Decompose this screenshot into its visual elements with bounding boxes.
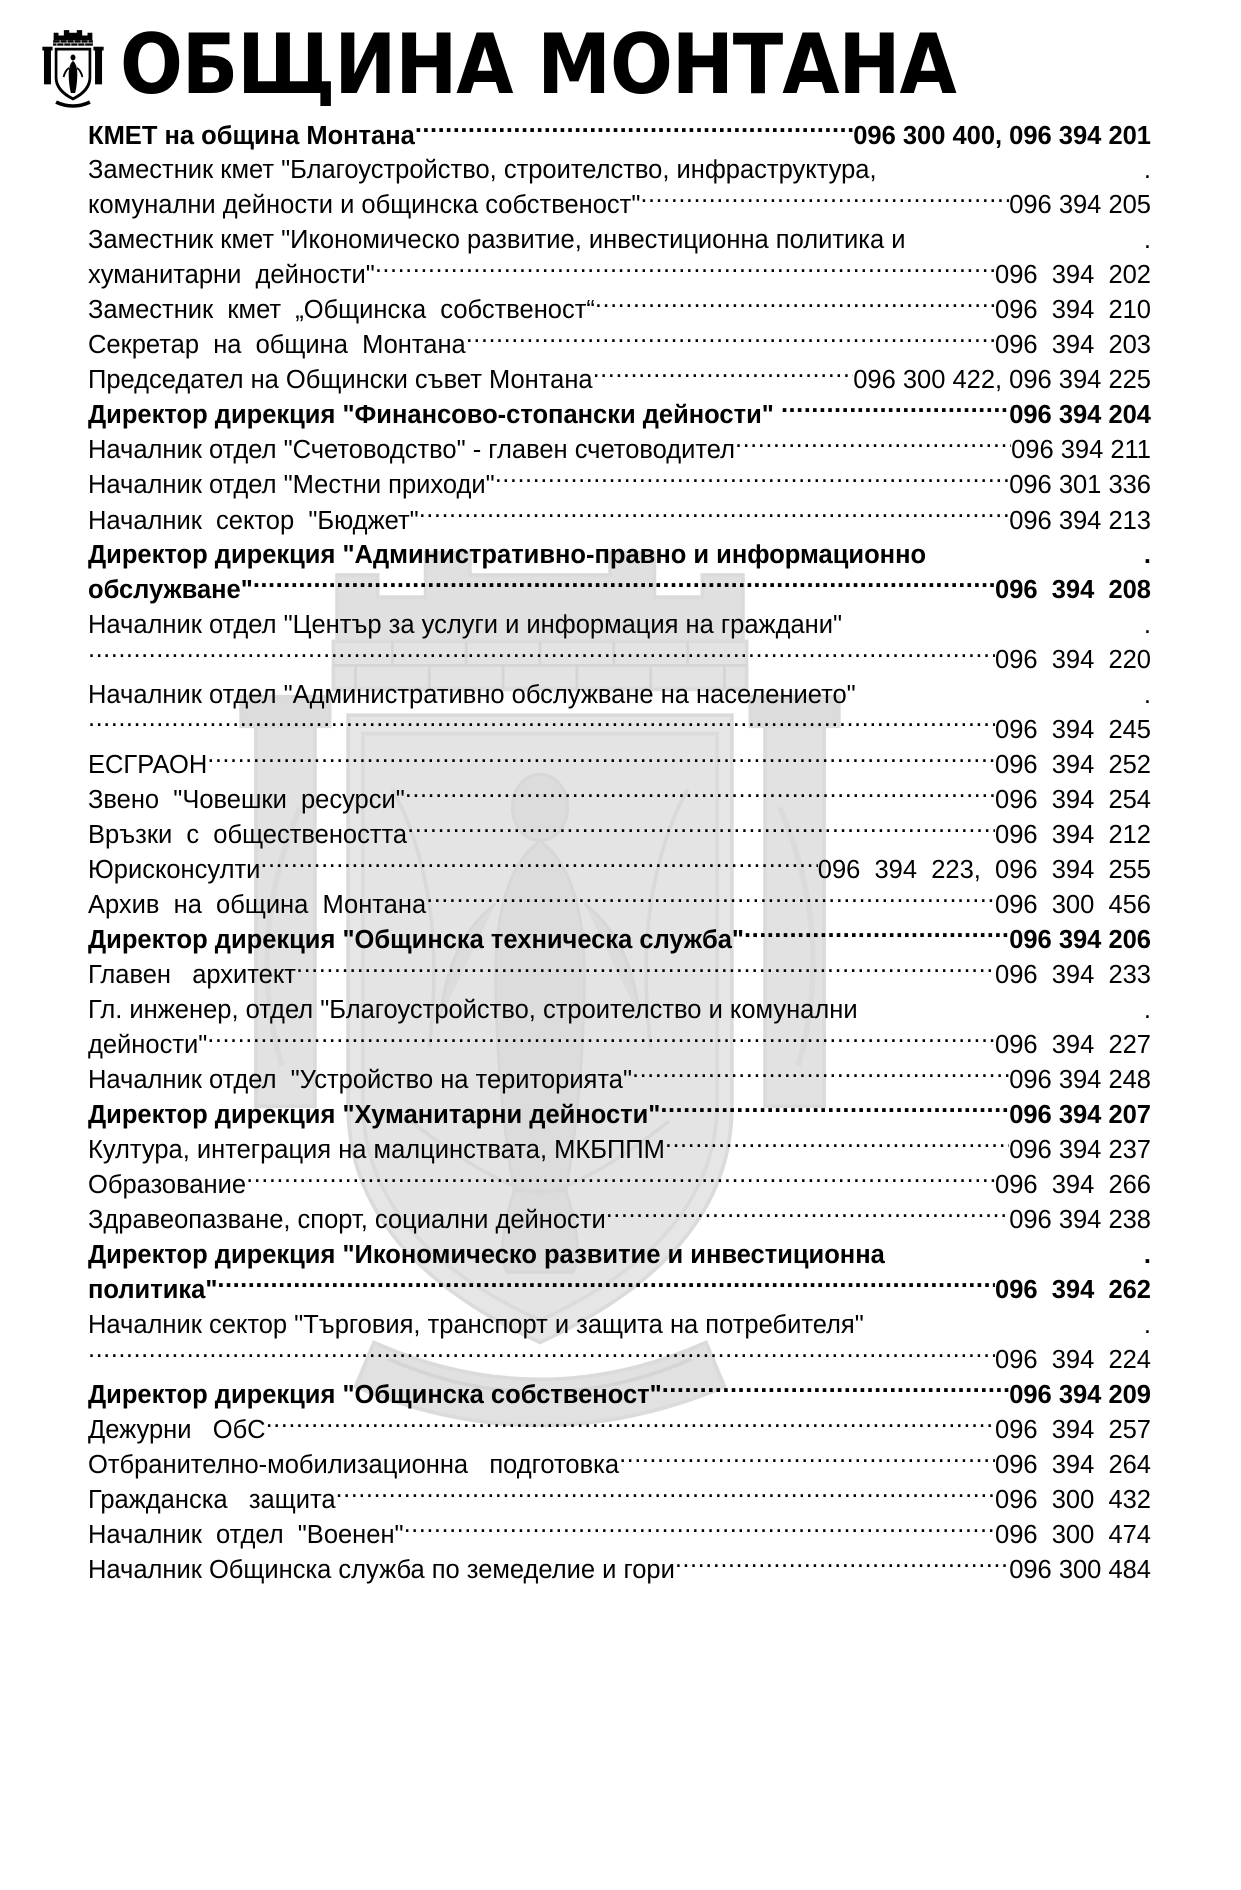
entry-leader-line: [88, 958, 1151, 993]
directory-entry: [88, 328, 1151, 363]
directory-entry: [88, 1203, 1151, 1238]
dot-leader: [619, 1448, 995, 1474]
dot-leader: [665, 1133, 1009, 1159]
entry-trailing-dot: .: [1143, 1310, 1151, 1339]
entry-leader-line: [88, 1412, 1151, 1447]
entry-label: Началник отдел "Устройство на територията": [88, 1066, 632, 1095]
phone-number: 096 394 252: [995, 750, 1151, 779]
entry-leader-line: [88, 888, 1151, 923]
entry-trailing-dot: .: [1143, 610, 1151, 639]
dot-leader: [407, 817, 995, 843]
entry-label: Директор дирекция "Административно-правно и информационно: [88, 541, 927, 570]
entry-leader-line: [88, 468, 1151, 503]
entry-leader-line: [88, 782, 1151, 817]
entry-label: ЕСГРАОН: [88, 750, 208, 779]
entry-text-line: [88, 1238, 1151, 1273]
phone-number: 096 394 248: [1009, 1066, 1151, 1095]
directory-entry: [88, 678, 1151, 748]
entry-leader-line: [88, 923, 1151, 958]
dot-leader: [640, 188, 1009, 214]
entry-label: Култура, интеграция на малцинствата, МКБППМ: [88, 1136, 665, 1165]
dot-leader: [675, 1553, 1009, 1579]
directory-entry: [88, 888, 1151, 923]
entry-leader-line: [88, 1027, 1151, 1062]
directory-entry: [88, 1377, 1151, 1412]
phone-number: 096 300 484: [1009, 1556, 1151, 1585]
entry-label: Председател на Общински съвет Монтана: [88, 366, 593, 395]
entry-leader-line: [88, 1483, 1151, 1518]
directory-entry: [88, 1238, 1151, 1308]
directory-entry: [88, 1483, 1151, 1518]
directory-entry: [88, 817, 1151, 852]
entry-leader-line: [88, 503, 1151, 538]
dot-leader: [207, 1027, 995, 1053]
entry-label: Гражданска защита: [88, 1486, 336, 1515]
entry-leader-line: [88, 1098, 1151, 1133]
phone-number: 096 394 233: [995, 961, 1151, 990]
phone-number: 096 394 266: [995, 1171, 1151, 1200]
phone-number: 096 394 209: [1009, 1380, 1151, 1409]
entry-leader-line: [88, 1448, 1151, 1483]
entry-label: хуманитарни дейности": [88, 260, 375, 289]
entry-leader-line: [88, 712, 1151, 747]
phone-number: 096 394 224: [995, 1345, 1151, 1374]
dot-leader: [632, 1063, 1009, 1089]
entry-leader-line: [88, 1203, 1151, 1238]
dot-leader: [495, 468, 1010, 494]
phone-number: 096 394 257: [995, 1415, 1151, 1444]
phone-number: 096 300 400, 096 394 201: [853, 121, 1151, 150]
phone-number: 096 394 213: [1009, 506, 1151, 535]
entry-label: Отбранително-мобилизационна подготовка: [88, 1451, 620, 1480]
directory-entry: [88, 1308, 1151, 1378]
entry-label: политика": [88, 1276, 218, 1305]
entry-leader-line: [88, 363, 1151, 398]
directory-entry: [88, 433, 1151, 468]
directory-entry: [88, 782, 1151, 817]
directory-entry: [88, 958, 1151, 993]
directory-entry: [88, 363, 1151, 398]
entry-text-line: [88, 678, 1151, 713]
phone-number: 096 394 202: [995, 260, 1151, 289]
entry-text-line: [88, 993, 1151, 1028]
dot-leader: [781, 398, 1009, 424]
dot-leader: [88, 1342, 995, 1368]
phone-number: 096 394 264: [995, 1451, 1151, 1480]
phone-number: 096 394 238: [1009, 1206, 1151, 1235]
phone-number: 096 300 432: [995, 1486, 1151, 1515]
entry-label: Здравеопазване, спорт, социални дейности: [88, 1206, 606, 1235]
page-title: ОБЩИНА МОНТАНА: [120, 16, 956, 114]
phone-number: 096 394 204: [1009, 401, 1151, 430]
entry-label: Гл. инженер, отдел "Благоустройство, строителство и комунални: [88, 995, 858, 1024]
directory-entry: [88, 1098, 1151, 1133]
entry-label: Директор дирекция "Общинска техническа служба": [88, 926, 745, 955]
phone-number: 096 300 422, 096 394 225: [853, 366, 1151, 395]
entry-leader-line: [88, 398, 1151, 433]
entry-label: Директор дирекция "Общинска собственост": [88, 1380, 662, 1409]
entry-label: Директор дирекция "Икономическо развитие и инвестиционна: [88, 1241, 885, 1269]
entry-label: Връзки с обществеността: [88, 820, 408, 849]
entry-label: Началник сектор "Бюджет": [88, 506, 419, 535]
directory-entry: [88, 1063, 1151, 1098]
dot-leader: [660, 1098, 1009, 1124]
phone-number: 096 394 220: [995, 645, 1151, 674]
entry-label: дейности": [88, 1030, 208, 1059]
dot-leader: [217, 1273, 995, 1299]
dot-leader: [415, 118, 853, 144]
entry-text-line: [88, 223, 1151, 258]
entry-leader-line: [88, 1133, 1151, 1168]
entry-leader-line: [88, 1342, 1151, 1377]
entry-text-line: [88, 538, 1151, 573]
entry-trailing-dot: .: [1143, 995, 1151, 1024]
directory-entry: [88, 1412, 1151, 1447]
directory-entry: [88, 1448, 1151, 1483]
entry-text-line: [88, 608, 1151, 643]
directory-entry: [88, 1168, 1151, 1203]
entry-label: Юрисконсулти: [88, 855, 261, 884]
entry-label: комунални дейности и общинска собственост": [88, 191, 641, 220]
phone-number: 096 394 245: [995, 715, 1151, 744]
dot-leader: [336, 1483, 995, 1509]
entry-label: Началник отдел "Счетоводство" - главен счетоводител: [88, 436, 735, 465]
entry-label: Заместник кмет "Благоустройство, строителство, инфраструктура,: [88, 156, 877, 185]
entry-leader-line: [88, 1553, 1151, 1588]
phone-number: 096 394 227: [995, 1030, 1151, 1059]
phone-number: 096 394 237: [1009, 1136, 1151, 1165]
phone-number: 096 394 211: [1011, 436, 1151, 465]
entry-leader-line: [88, 852, 1151, 887]
entry-label: Началник отдел "Административно обслужване на населението": [88, 680, 856, 709]
dot-leader: [606, 1203, 1009, 1229]
entry-label: Заместник кмет „Общинска собственост“: [88, 295, 595, 324]
phone-number: 096 394 206: [1009, 926, 1151, 955]
phone-number: 096 394 208: [995, 576, 1151, 605]
phone-number: 096 394 254: [995, 785, 1151, 814]
entry-trailing-dot: .: [1143, 541, 1151, 570]
dot-leader: [246, 1168, 995, 1194]
directory-entry: [88, 503, 1151, 538]
dot-leader: [735, 433, 1011, 459]
coat-of-arms-icon: [40, 22, 106, 108]
entry-label: КМЕТ на община Монтана: [88, 121, 415, 150]
entry-leader-line: [88, 1273, 1151, 1308]
phone-number: 096 300 456: [995, 891, 1151, 920]
phone-number: 096 394 205: [1009, 191, 1151, 220]
directory-entry: [88, 292, 1151, 327]
masthead: [0, 0, 1241, 112]
dot-leader: [466, 328, 995, 354]
phone-number: 096 394 210: [995, 295, 1151, 324]
entry-leader-line: [88, 433, 1151, 468]
entry-leader-line: [88, 188, 1151, 223]
dot-leader: [88, 642, 995, 668]
dot-leader: [593, 363, 854, 389]
dot-leader: [405, 782, 995, 808]
dot-leader: [88, 712, 995, 738]
entry-label: Началник Общинска служба по земеделие и гори: [88, 1556, 675, 1585]
dot-leader: [662, 1377, 1009, 1403]
phone-number: 096 394 203: [995, 331, 1151, 360]
entry-label: Началник сектор "Търговия, транспорт и защита на потребителя": [88, 1310, 864, 1339]
directory-entry: [88, 223, 1151, 293]
directory-entry: [88, 1553, 1151, 1588]
entry-leader-line: [88, 817, 1151, 852]
directory-entry: [88, 852, 1151, 887]
entry-label: Дежурни ОбС: [88, 1415, 266, 1444]
dot-leader: [375, 257, 995, 283]
entry-trailing-dot: .: [1143, 680, 1151, 709]
dot-leader: [296, 958, 995, 984]
entry-label: Заместник кмет "Икономическо развитие, инвестиционна политика и: [88, 225, 906, 254]
entry-label: Образование: [88, 1171, 247, 1200]
entry-leader-line: [88, 573, 1151, 608]
entry-label: Звено "Човешки ресурси": [88, 785, 405, 814]
directory-entry: [88, 993, 1151, 1063]
entry-label: Секретар на община Монтана: [88, 331, 466, 360]
directory-entry: [88, 1133, 1151, 1168]
dot-leader: [260, 852, 817, 878]
entry-label: обслужване": [88, 576, 253, 605]
entry-label: Началник отдел "Военен": [88, 1521, 404, 1550]
directory-entry: [88, 1518, 1151, 1553]
directory-entry: [88, 538, 1151, 608]
entry-label: Директор дирекция "Хуманитарни дейности": [88, 1101, 661, 1130]
entry-label: Директор дирекция "Финансово-стопански дейности": [88, 401, 781, 430]
entry-leader-line: [88, 292, 1151, 327]
entry-trailing-dot: .: [1143, 156, 1151, 185]
phone-number: 096 394 262: [995, 1276, 1151, 1305]
phone-number: 096 394 212: [995, 820, 1151, 849]
directory-entry: [88, 118, 1151, 153]
entry-text-line: [88, 153, 1151, 188]
phone-number: 096 394 223, 096 394 255: [817, 855, 1151, 884]
directory-entry: [88, 747, 1151, 782]
entry-label: Архив на община Монтана: [88, 891, 427, 920]
phone-number: 096 301 336: [1009, 471, 1151, 500]
entry-label: Главен архитект: [88, 961, 296, 990]
directory-entry: [88, 153, 1151, 223]
phone-directory-list: [88, 118, 1151, 1588]
dot-leader: [266, 1412, 995, 1438]
entry-leader-line: [88, 1168, 1151, 1203]
entry-trailing-dot: .: [1143, 225, 1151, 254]
directory-content: [0, 118, 1241, 1588]
directory-entry: [88, 608, 1151, 678]
phone-number: 096 300 474: [995, 1521, 1151, 1550]
entry-leader-line: [88, 257, 1151, 292]
dot-leader: [207, 747, 995, 773]
entry-leader-line: [88, 118, 1151, 153]
entry-leader-line: [88, 642, 1151, 677]
dot-leader: [404, 1518, 995, 1544]
dot-leader: [426, 888, 995, 914]
entry-leader-line: [88, 1518, 1151, 1553]
dot-leader: [744, 923, 1009, 949]
entry-leader-line: [88, 1063, 1151, 1098]
entry-leader-line: [88, 747, 1151, 782]
entry-label: Началник отдел "Местни приходи": [88, 471, 495, 500]
entry-label: Началник отдел "Център за услуги и информация на граждани": [88, 610, 843, 639]
entry-text-line: [88, 1308, 1151, 1343]
entry-leader-line: [88, 1377, 1151, 1412]
dot-leader: [253, 573, 995, 599]
entry-trailing-dot: .: [1143, 1241, 1151, 1269]
directory-entry: [88, 398, 1151, 433]
phone-number: 096 394 207: [1009, 1101, 1151, 1130]
dot-leader: [419, 503, 1009, 529]
entry-leader-line: [88, 328, 1151, 363]
directory-entry: [88, 468, 1151, 503]
directory-entry: [88, 923, 1151, 958]
dot-leader: [595, 292, 995, 318]
